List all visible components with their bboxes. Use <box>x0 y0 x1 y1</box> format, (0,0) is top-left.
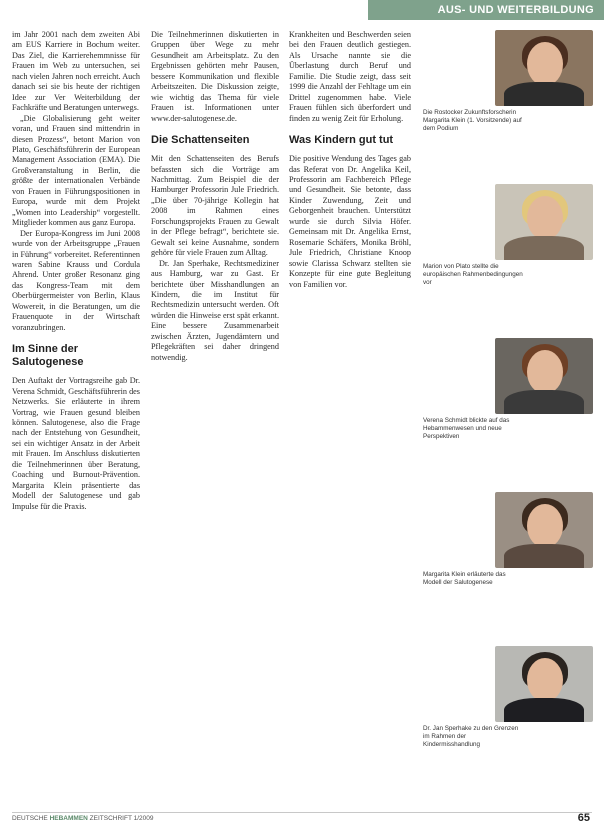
portrait-photo <box>495 184 593 260</box>
footer-divider <box>12 812 592 813</box>
page-number: 65 <box>577 812 590 824</box>
paragraph: Die Teilnehmerinnen diskutierten in Gruppen über Wege zu mehr Gesundheit am Arbeitsplatz. Zu den Ergebnissen gehörten mehr Pausen, bessere Kommunikation und flexible Arbeitszeiten. Die Diskussion zeigte, wie wichtig das Thema für viele Frauen ist. Informationen unter www.der-salutogenese.de. <box>151 30 279 123</box>
photo-caption: Verena Schmidt blickte auf das Hebammenwesen und neue Perspektiven <box>423 417 510 440</box>
publication-name-accent: HEBAMMEN <box>49 815 88 822</box>
publication-issue: ZEITSCHRIFT 1/2009 <box>89 815 154 822</box>
portrait-photo <box>495 646 593 722</box>
photo-item <box>423 646 593 800</box>
paragraph: Krankheiten und Beschwerden seien bei den Frauen deutlich gestiegen. Als Ursache nannte sie die Überlastung durch Beruf und Familie. Die Studie zeigt, dass seit 1999 die Anzahl der Fehltage um ein Drittel zugenommen habe. Viele Frauen fühlen sich überfordert und finden zu wenig Zeit für Erholung. <box>289 30 411 123</box>
subheading: Die Schattenseiten <box>151 134 250 147</box>
photo-caption: Dr. Jan Sperhake zu den Grenzen im Rahmen der Kindermisshandlung <box>423 725 519 748</box>
photo-sidebar <box>423 30 593 800</box>
paragraph: „Die Globalisierung geht weiter voran, und Frauen sind mittendrin in diesen Prozess“, betont Marion von Plato, Geschäftsführerin der European Management Association (EMA). Die Großveranstaltung in Berlin, die größte der internationalen Verbände von Frauen in Führungspositionen in Europa, wurde mit dem Projekt „Women into Leadership“ vorgestellt. Mitglieder kommen aus ganz Europa. <box>12 113 140 228</box>
portrait-photo <box>495 30 593 106</box>
subheading: Was Kindern gut tut <box>289 134 394 147</box>
text-column-1 <box>12 30 140 790</box>
section-header-band <box>368 0 604 20</box>
paragraph: Der Europa-Kongress im Juni 2008 wurde von der Arbeitsgruppe „Frauen in Führung“ vorbereitet. Referentinnen waren Sabine Krauss und Cordula Ahrend. Unter großer Resonanz ging das Kongress-Team mit dem Oberbürgermeister von Berlin, Klaus Wowereit, in die Beratungen, um die Frauenquote in der Wirtschaft voranzubringen. <box>12 228 140 332</box>
section-title: AUS- UND WEITERBILDUNG <box>437 4 594 16</box>
photo-item <box>423 492 593 646</box>
paragraph: Die positive Wendung des Tages gab das Referat von Dr. Angelika Keil, Professorin am Fachbereich Pflege und Gesundheit. Sie betonte, dass Kinder Zuwendung, Zeit und Geborgenheit brauchen. Unterstützt wurde sie durch Silvia Höfer. Gemeinsam mit Dr. Angelika Ernst, Rosemarie Schäfers, Monika Bröhl, Jule Friedrich, Christiane Knoop sowie Clarissa Schwarz stellten sie Konzepte für eine gute Begleitung von Familien vor. <box>289 154 411 289</box>
photo-item <box>423 30 593 184</box>
text-column-3 <box>289 30 411 790</box>
portrait-photo <box>495 338 593 414</box>
photo-caption: Margarita Klein erläuterte das Modell der Salutogenese <box>423 571 506 586</box>
photo-caption: Marion von Plato stellte die europäischen Rahmenbedingungen vor <box>423 263 523 286</box>
text-column-2 <box>151 30 279 790</box>
paragraph: Mit den Schattenseiten des Berufs befassten sich die Vorträge am Nachmittag. Zum Beispiel die der Hamburger Professorin Jule Friedrich. „Die über 70-jährige Kollegin hat 2008 im Rahmen eines Forschungsprojekts Frauen zu Gewalt in der Pflege befragt“, berichtete sie. Gewalt sei keine Ausnahme, sondern gehöre für viele Frauen zum Alltag. <box>151 154 279 258</box>
publication-footer <box>12 815 154 822</box>
photo-item <box>423 338 593 492</box>
portrait-photo <box>495 492 593 568</box>
paragraph: im Jahr 2001 nach dem zweiten Abi am EUS Karriere in Bochum weiter. Das Ziel, die Karrierehemmnisse für Frauen im Web zu untersuchen, sei nach vielen Jahren noch erreicht. Auch danach sei sie bis heute der richtigen Idee zur Ver Weiterbildung der Fachkräfte und Beratungen unterwegs. <box>12 30 140 113</box>
photo-item <box>423 184 593 338</box>
publication-name: DEUTSCHE <box>12 815 48 822</box>
subheading: Im Sinne der Salutogenese <box>12 343 84 369</box>
photo-caption: Die Rostocker Zukunftsforscherin Margarita Klein (1. Vorsitzende) auf dem Podium <box>423 109 522 132</box>
paragraph: Den Auftakt der Vortragsreihe gab Dr. Verena Schmidt, Geschäftsführerin des Netzwerks. Sie erläuterte in ihrem Vortrag, wie Frauen gesund bleiben können. Salutogenese, also die Frage nach der Entstehung von Gesundheit, sei ein wichtiger Ansatz in der Arbeit mit Frauen. Im Anschluss diskutierten die Teilnehmerinnen über Beratung, Coaching und Burnout-Prävention. Margarita Klein präsentierte das Modell der Salutogenese und gab Impulse für die Praxis. <box>12 376 140 511</box>
paragraph: Dr. Jan Sperhake, Rechtsmediziner aus Hamburg, war zu Gast. Er berichtete über Misshandlungen an Kindern, die im Institut für Rechtsmedizin untersucht werden. Oft würden die Hinweise erst spät erkannt. Eine bessere Zusammenarbeit zwischen Ärzten, Jugendämtern und Pflegekräften sei daher dringend notwendig. <box>151 258 279 362</box>
